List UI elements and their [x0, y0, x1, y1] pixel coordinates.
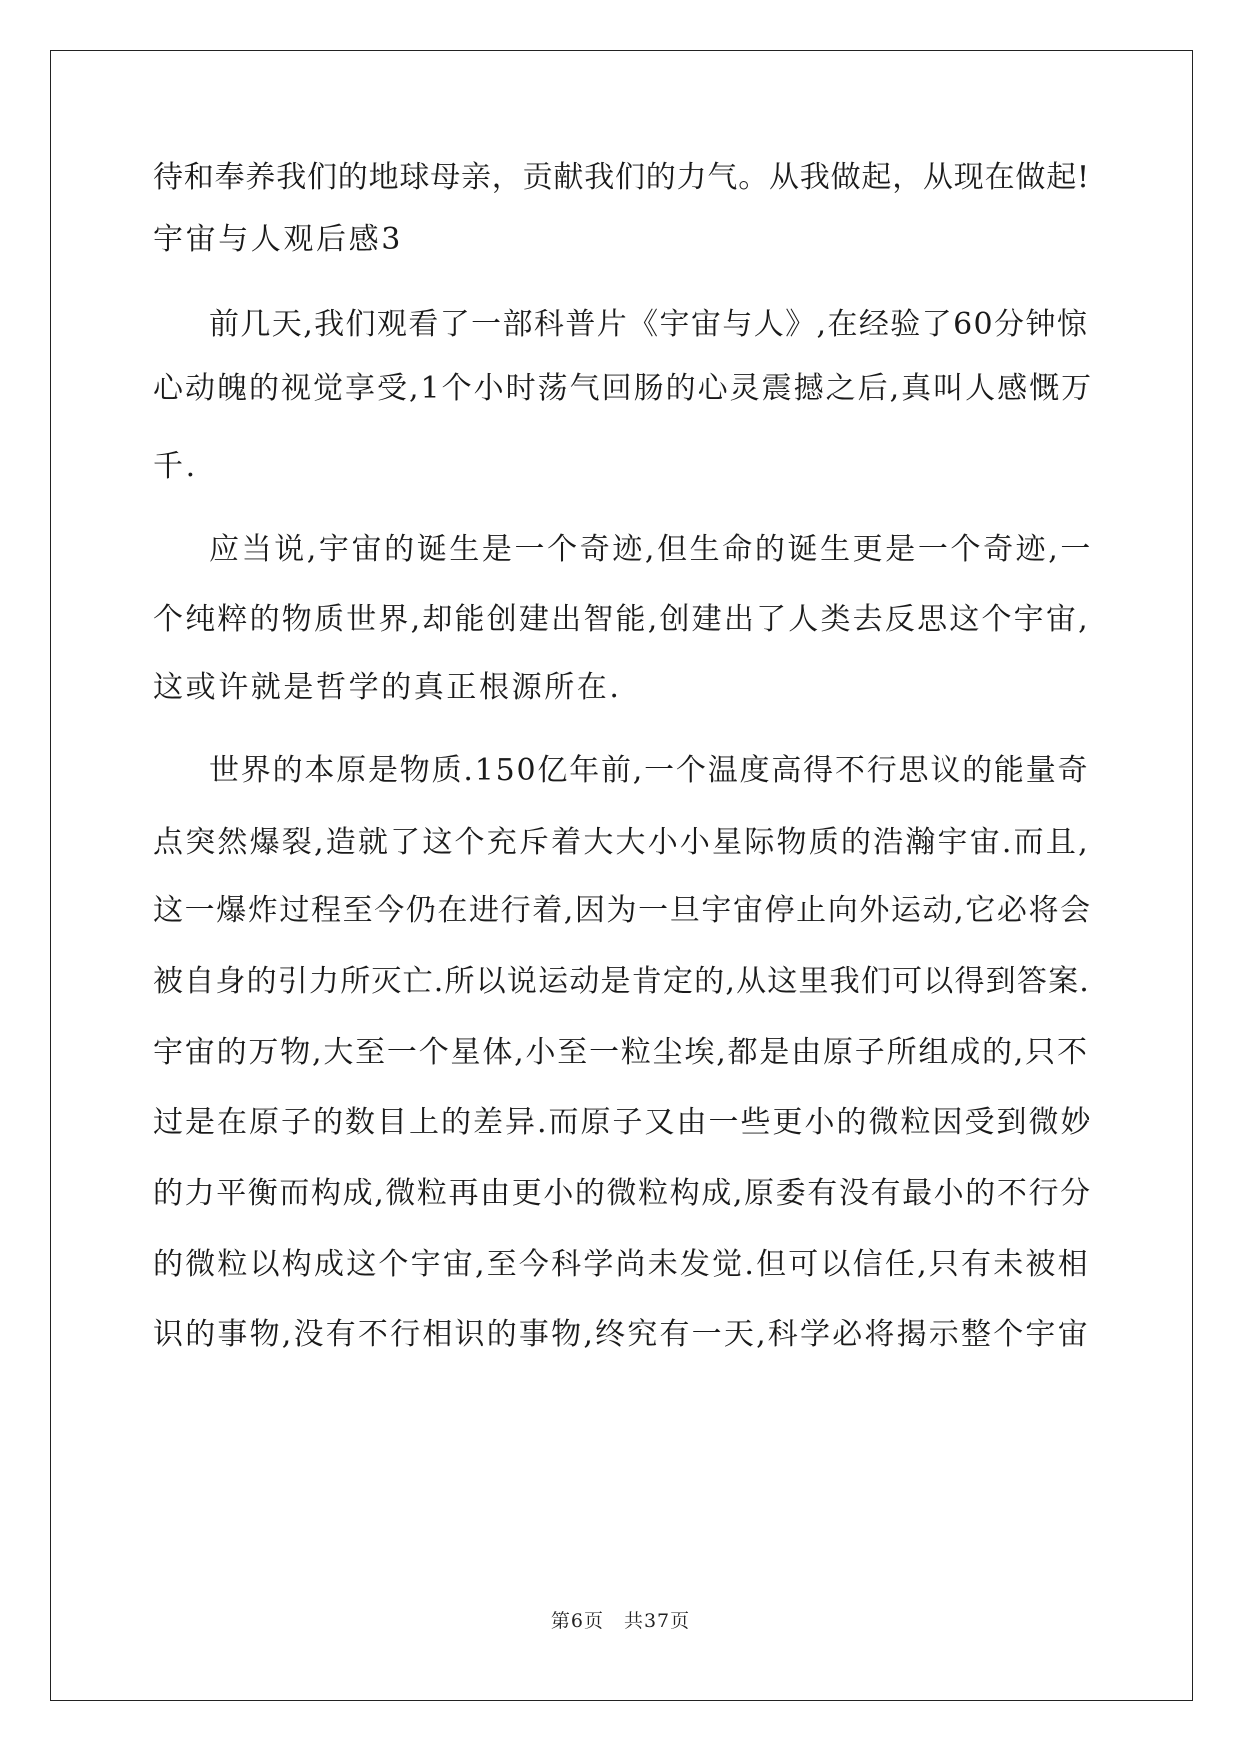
text-line: 个纯粹的物质世界,却能创建出智能,创建出了人类去反思这个宇宙, — [153, 602, 1090, 637]
text-line: 宇宙的万物,大至一个星体,小至一粒尘埃,都是由原子所组成的,只不 — [153, 1035, 1089, 1070]
section-title: 宇宙与人观后感3 — [153, 222, 403, 257]
page-border — [50, 50, 1193, 1701]
text-line: 心动魄的视觉享受,1个小时荡气回肠的心灵震撼之后,真叫人感慨万 — [153, 371, 1094, 406]
text-line: 世界的本原是物质.150亿年前,一个温度高得不行思议的能量奇 — [209, 753, 1090, 788]
text-line: 被自身的引力所灭亡.所以说运动是肯定的,从这里我们可以得到答案. — [153, 964, 1091, 999]
text-line: 过是在原子的数目上的差异.而原子又由一些更小的微粒因受到微妙 — [153, 1105, 1093, 1140]
text-line: 前几天,我们观看了一部科普片《宇宙与人》,在经验了60分钟惊 — [209, 307, 1089, 342]
text-line: 点突然爆裂,造就了这个充斥着大大小小星际物质的浩瀚宇宙.而且, — [153, 825, 1090, 860]
text-line: 这或许就是哲学的真正根源所在. — [153, 670, 622, 705]
text-line: 千. — [153, 449, 198, 484]
text-line: 应当说,宇宙的诞生是一个奇迹,但生命的诞生更是一个奇迹,一 — [209, 532, 1094, 567]
text-line: 这一爆炸过程至今仍在进行着,因为一旦宇宙停止向外运动,它必将会 — [153, 893, 1092, 928]
page-number-footer: 第6页 共37页 — [550, 1610, 691, 1632]
text-line: 的微粒以构成这个宇宙,至今科学尚未发觉.但可以信任,只有未被相 — [153, 1247, 1090, 1282]
text-line: 识的事物,没有不行相识的事物,终究有一天,科学必将揭示整个宇宙 — [153, 1317, 1090, 1352]
text-line: 的力平衡而构成,微粒再由更小的微粒构成,原委有没有最小的不行分 — [153, 1176, 1092, 1211]
text-line: 待和奉养我们的地球母亲，贡献我们的力气。从我做起，从现在做起! — [153, 160, 1090, 195]
